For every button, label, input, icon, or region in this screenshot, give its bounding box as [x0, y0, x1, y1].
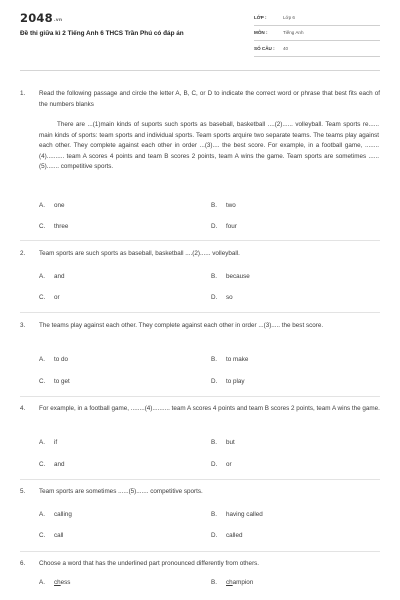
option-text: and	[54, 461, 65, 468]
header-divider	[20, 70, 380, 71]
meta-grade-label: LỚP :	[254, 14, 267, 20]
option-c[interactable]	[39, 377, 70, 387]
option-b[interactable]	[211, 201, 236, 211]
meta-grade-value: Lớp 6	[283, 14, 295, 20]
option-d[interactable]	[211, 531, 242, 541]
option-letter: B.	[211, 202, 217, 209]
meta-grade-row	[254, 10, 380, 26]
meta-subject-value: Tiếng Anh	[283, 30, 304, 36]
option-letter: D.	[211, 378, 218, 385]
question-divider	[20, 396, 380, 397]
option-letter: D.	[211, 532, 218, 539]
logo-text: 2048	[20, 11, 53, 25]
option-letter: B.	[211, 356, 217, 363]
option-letter: B.	[211, 273, 217, 280]
question-number: 5.	[20, 488, 26, 495]
option-text: so	[226, 294, 233, 301]
underlined-part: ch	[54, 579, 61, 586]
option-a[interactable]	[39, 578, 70, 588]
option-letter: A.	[39, 356, 45, 363]
exam-title: Đề thi giữa kì 2 Tiếng Anh 6 THCS Trần Phú có đáp án	[20, 30, 184, 37]
option-text: to make	[226, 356, 249, 363]
exam-meta	[254, 10, 380, 57]
question-divider	[20, 551, 380, 552]
page-header	[0, 0, 400, 66]
question-number: 1.	[20, 90, 26, 97]
question-text: Team sports are such sports as baseball, basketball ....(2)...... volleyball.	[39, 250, 240, 257]
option-letter: C.	[39, 532, 46, 539]
option-text: and	[54, 273, 65, 280]
option-c[interactable]	[39, 531, 63, 541]
option-text: because	[226, 273, 250, 280]
option-letter: A.	[39, 273, 45, 280]
option-letter: A.	[39, 202, 45, 209]
question-text: Read the following passage and circle the letter A, B, C, or D to indicate the correct word or phrase that best fits each of the numbers blanks	[39, 90, 380, 108]
meta-subject-label: MÔN :	[254, 30, 268, 36]
option-text: if	[54, 439, 58, 446]
option-text: to do	[54, 356, 69, 363]
option-letter: A.	[39, 579, 45, 586]
option-text: calling	[54, 511, 72, 518]
option-b[interactable]	[211, 272, 250, 282]
option-letter: C.	[39, 223, 46, 230]
underlined-part: ch	[226, 579, 233, 586]
option-text: or	[226, 461, 232, 468]
option-c[interactable]	[39, 222, 68, 232]
question-text: Team sports are sometimes ......(5)....... competitive sports.	[39, 488, 203, 495]
option-letter: D.	[211, 461, 218, 468]
option-text: or	[54, 294, 60, 301]
option-letter: C.	[39, 294, 46, 301]
option-d[interactable]	[211, 377, 245, 387]
question-divider	[20, 240, 380, 241]
question-text: For example, in a football game, ........(4).......... team A scores 4 points and team B scores 2 points, team A wins the game.	[39, 405, 380, 412]
option-b[interactable]	[211, 578, 253, 588]
reading-passage: There are ...(1)main kinds of suports such sports as baseball, basketball ....(2)...... volleyball. Team sports re...... main kinds of sports: team sports and individual sports. Team sports arquire two separate teams. The teams play against each other. They complete against each other in order ...(3).... the best score. For example, in a football game, ........(4).......... team A scores 4 points and team B scores 2 points, team A wins the game. Team sports are sometimes ......(5)....... competitive sports.	[39, 121, 379, 171]
option-c[interactable]	[39, 460, 65, 470]
option-text: to play	[226, 378, 245, 385]
option-letter: D.	[211, 294, 218, 301]
option-a[interactable]	[39, 201, 65, 211]
option-b[interactable]	[211, 438, 235, 448]
question-number: 3.	[20, 322, 26, 329]
question-number: 4.	[20, 405, 26, 412]
option-a[interactable]	[39, 272, 65, 282]
option-a[interactable]	[39, 510, 72, 520]
option-text: called	[226, 532, 243, 539]
option-letter: A.	[39, 439, 45, 446]
option-letter: A.	[39, 511, 45, 518]
option-text: three	[54, 223, 69, 230]
option-a[interactable]	[39, 438, 57, 448]
option-text: two	[226, 202, 236, 209]
question-text: The teams play against each other. They complete against each other in order ...(3)..... the best score.	[39, 322, 324, 329]
meta-count-row	[254, 41, 380, 57]
option-text: one	[54, 202, 65, 209]
option-letter: D.	[211, 223, 218, 230]
question-number: 2.	[20, 250, 26, 257]
question-number: 6.	[20, 560, 26, 567]
question-text: Choose a word that has the underlined part pronounced differently from others.	[39, 560, 260, 567]
option-text: to get	[54, 378, 70, 385]
option-text: call	[54, 532, 64, 539]
logo-suffix: .vn	[53, 18, 63, 23]
question-divider	[20, 312, 380, 313]
option-text: four	[226, 223, 237, 230]
option-b[interactable]	[211, 510, 263, 520]
option-b[interactable]	[211, 355, 248, 365]
option-text-rest: ess	[60, 579, 71, 586]
option-a[interactable]	[39, 355, 68, 365]
option-letter: B.	[211, 579, 217, 586]
option-d[interactable]	[211, 460, 232, 470]
meta-subject-row	[254, 26, 380, 42]
meta-count-value: 40	[283, 45, 289, 51]
option-c[interactable]	[39, 293, 60, 303]
option-text: having called	[226, 511, 263, 518]
option-text: but	[226, 439, 235, 446]
meta-count-label: SỐ CÂU :	[254, 45, 275, 51]
option-letter: C.	[39, 461, 46, 468]
question-divider	[20, 479, 380, 480]
option-letter: B.	[211, 511, 217, 518]
option-letter: C.	[39, 378, 46, 385]
option-d[interactable]	[211, 222, 237, 232]
option-letter: B.	[211, 439, 217, 446]
option-d[interactable]	[211, 293, 233, 303]
site-logo[interactable]	[20, 11, 62, 25]
option-text-rest: ampion	[232, 579, 254, 586]
